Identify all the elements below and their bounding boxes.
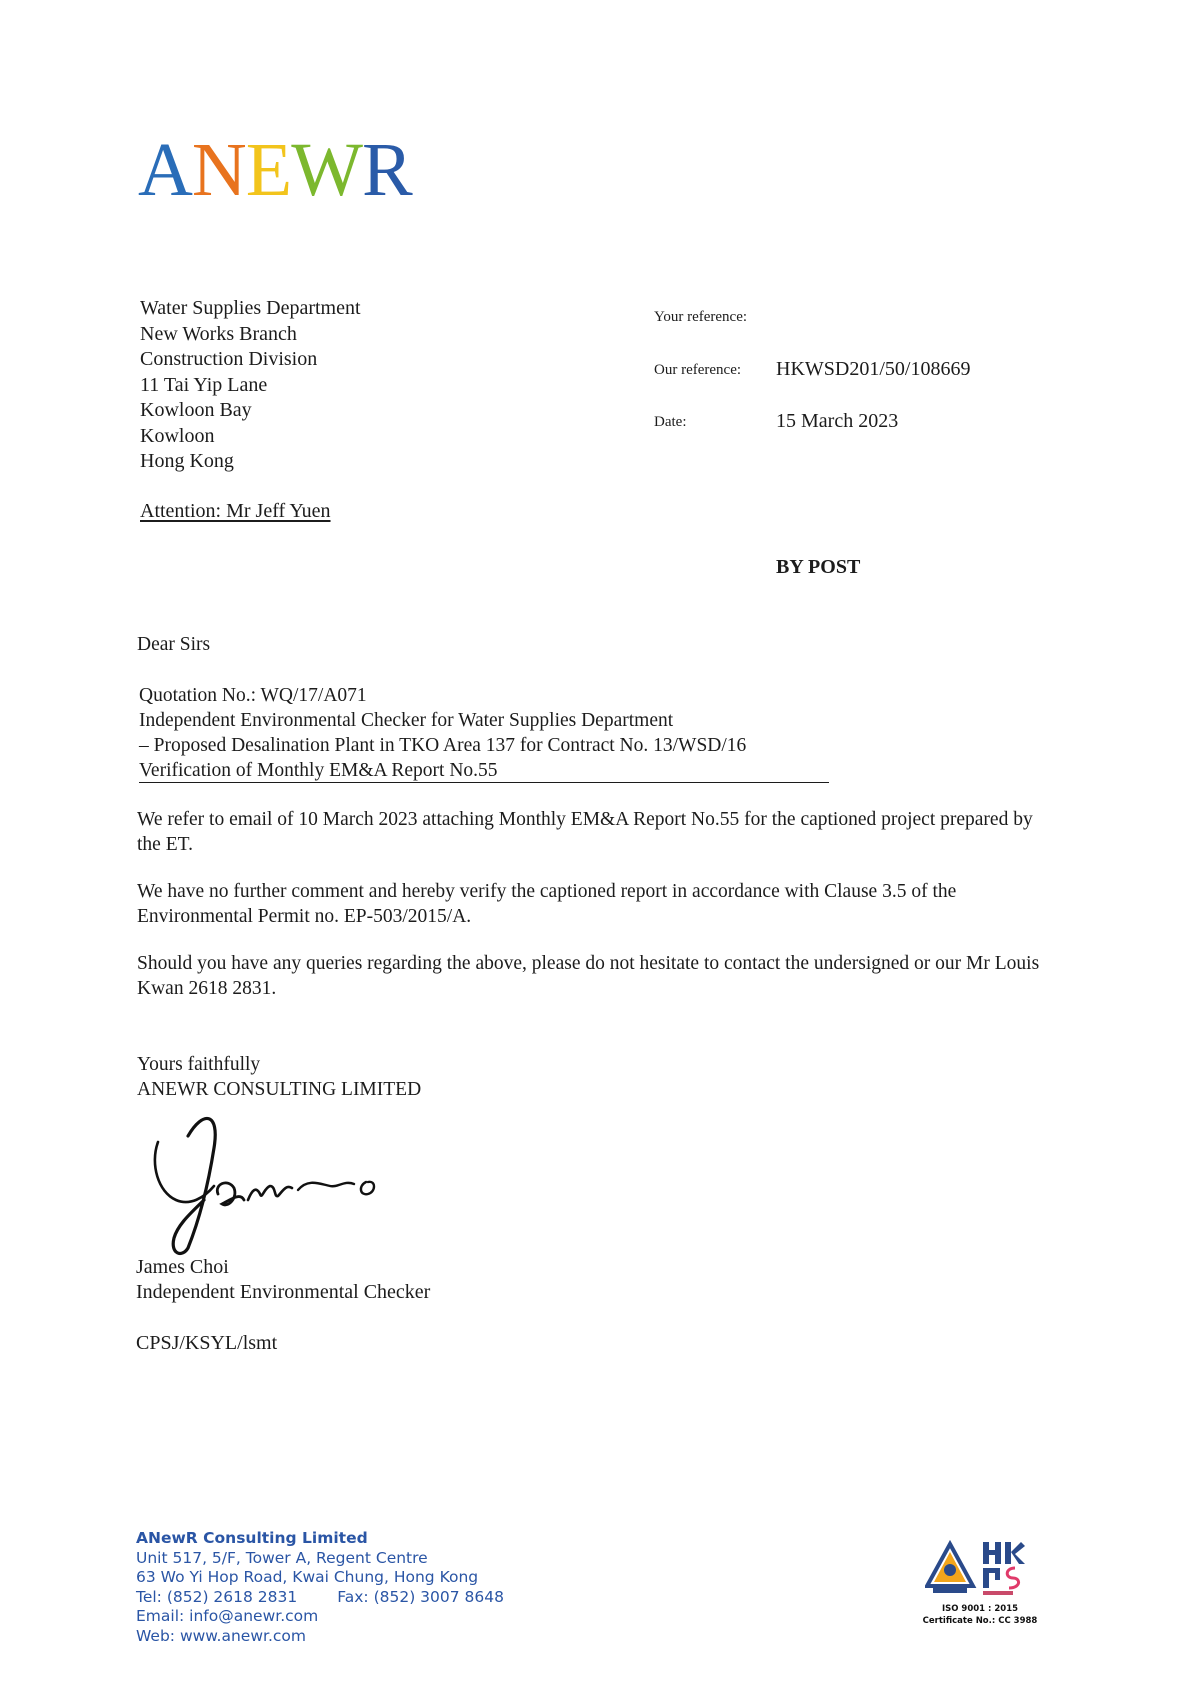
recipient-address xyxy=(140,296,361,475)
delivery-method: BY POST xyxy=(776,556,861,578)
valediction: Yours faithfully xyxy=(137,1054,261,1075)
salutation: Dear Sirs xyxy=(137,634,211,655)
subject-block xyxy=(139,683,829,783)
reference-initials: CPSJ/KSYL/lsmt xyxy=(136,1332,278,1354)
our-reference-label: Our reference: xyxy=(654,362,742,378)
footer-tel: Tel: (852) 2618 2831 xyxy=(136,1587,298,1606)
date-label: Date: xyxy=(654,414,687,430)
address-line: Construction Division xyxy=(140,348,318,370)
body-paragraph: Should you have any queries regarding the above, please do not hesitate to contact the undersigned or our Mr Louis Kwan 2618 2831. xyxy=(137,953,1040,999)
signer-block xyxy=(136,1255,430,1305)
certification-block xyxy=(915,1538,1045,1627)
body-paragraph: We refer to email of 10 March 2023 attaching Monthly EM&A Report No.55 for the captioned project prepared by the ET. xyxy=(137,809,1033,855)
logo-letter: A xyxy=(138,128,192,212)
logo-letter: W xyxy=(291,128,362,212)
our-reference-value: HKWSD201/50/108669 xyxy=(776,358,971,380)
iso-standard: ISO 9001 : 2015 xyxy=(941,1604,1019,1614)
address-line: Hong Kong xyxy=(140,450,234,472)
logo-letter: R xyxy=(361,128,412,212)
subject-line-underlined: Verification of Monthly EM&A Report No.55 xyxy=(139,760,829,783)
address-line: New Works Branch xyxy=(140,322,297,345)
footer-address-line: 63 Wo Yi Hop Road, Kwai Chung, Hong Kong xyxy=(136,1568,479,1587)
handwritten-signature xyxy=(148,1108,408,1258)
your-reference-label: Your reference: xyxy=(654,309,748,325)
footer-web: Web: www.anewr.com xyxy=(136,1626,306,1645)
footer-company-name: ANewR Consulting Limited xyxy=(136,1529,368,1547)
logo-letter: E xyxy=(245,128,292,212)
attention-line: Attention: Mr Jeff Yuen xyxy=(140,500,331,522)
company-logo xyxy=(138,128,412,212)
footer-email: Email: info@anewr.com xyxy=(136,1607,319,1626)
signer-name: James Choi xyxy=(136,1256,229,1278)
date-value: 15 March 2023 xyxy=(776,410,899,432)
subject-line: Quotation No.: WQ/17/A071 xyxy=(139,685,367,706)
subject-line: – Proposed Desalination Plant in TKO Area 137 for Contract No. 13/WSD/16 xyxy=(139,735,747,756)
closing-company: ANEWR CONSULTING LIMITED xyxy=(137,1079,422,1100)
address-line: Kowloon xyxy=(140,424,215,447)
subject-line: Independent Environmental Checker for Water Supplies Department xyxy=(139,710,674,731)
address-line: 11 Tai Yip Lane xyxy=(140,373,268,396)
address-line: Water Supplies Department xyxy=(140,297,361,319)
address-line: Kowloon Bay xyxy=(140,399,252,421)
body-paragraph: We have no further comment and hereby verify the captioned report in accordance with Clause 3.5 of the Environmental Permit no. EP-503/2015/A. xyxy=(137,881,957,927)
signer-title: Independent Environmental Checker xyxy=(136,1281,431,1303)
company-footer xyxy=(136,1529,504,1647)
footer-fax: Fax: (852) 3007 8648 xyxy=(337,1587,505,1606)
footer-address-line: Unit 517, 5/F, Tower A, Regent Centre xyxy=(136,1548,428,1567)
logo-letter: N xyxy=(191,128,246,212)
hkqaa-hkas-certification-mark-icon xyxy=(925,1538,1035,1600)
certificate-number: Certificate No.: CC 3988 xyxy=(922,1616,1038,1626)
